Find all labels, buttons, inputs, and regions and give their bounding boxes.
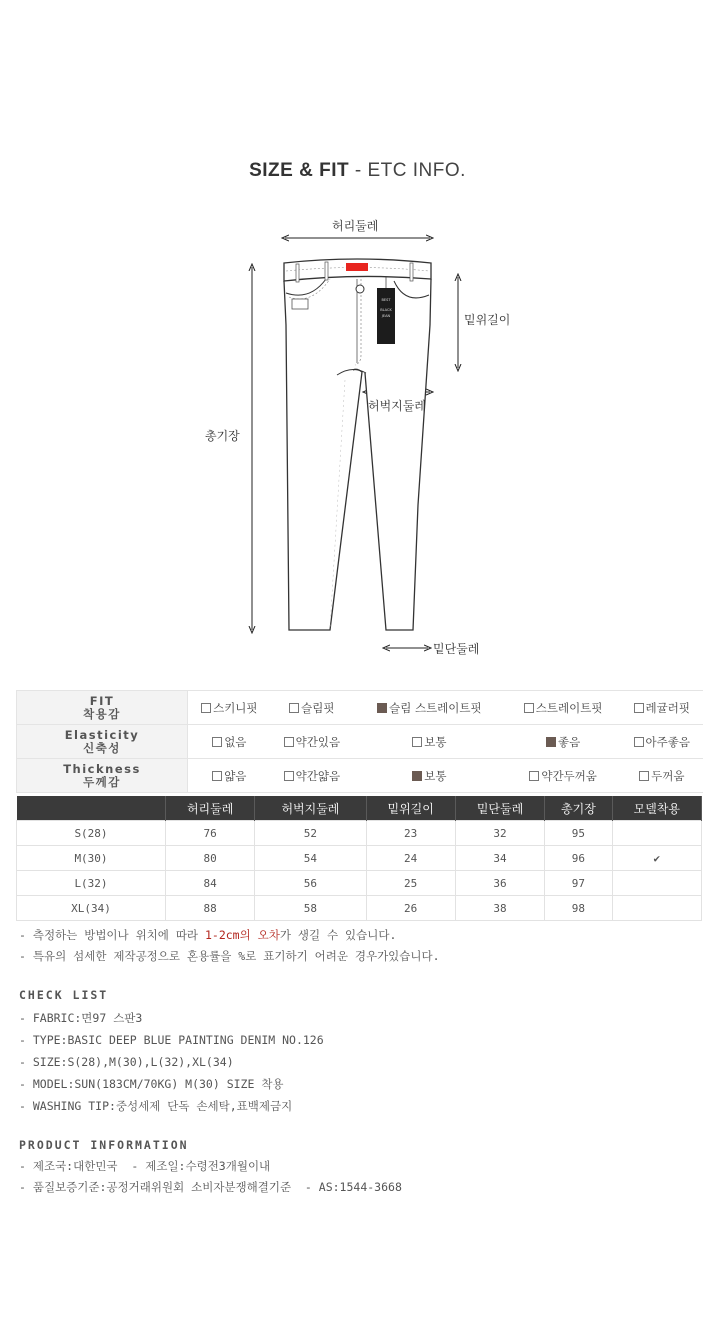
fit-option [271,691,353,725]
note-line-1 [19,925,440,946]
size-header-cell: 모델착용 [612,796,701,821]
check-list-item: - FABRIC:면97 스판3 [19,1011,143,1025]
size-cell: 98 [545,896,612,921]
size-cell: 24 [366,846,455,871]
product-information [19,1135,402,1198]
fit-option [506,691,621,725]
empty-box-icon [284,771,294,781]
empty-box-icon [201,703,211,713]
checked-box-icon [377,703,387,713]
empty-box-icon [634,703,644,713]
fit-row-label [17,691,188,725]
pants-illustration [0,205,715,665]
fit-option-label: 두꺼움 [651,768,685,783]
size-cell: 88 [166,896,255,921]
size-cell [612,896,701,921]
check-list [19,985,324,1117]
fit-option [188,725,271,759]
size-header-cell: 총기장 [545,796,612,821]
fit-option [506,725,621,759]
size-cell: 23 [366,821,455,846]
label-waist: 허리둘레 [332,219,379,233]
empty-box-icon [634,737,644,747]
title-bold: SIZE & FIT [249,160,350,181]
check-list-title: CHECK LIST [19,988,109,1002]
label-hem: 밑단둘레 [433,642,480,656]
table-row [17,871,702,896]
empty-box-icon [412,737,422,747]
fit-label-ko: 두께감 [83,774,121,789]
size-cell: 84 [166,871,255,896]
fit-option-label: 약간두꺼움 [541,768,597,783]
tag-line2: BLACK [380,308,392,312]
title-sub: ETC INFO. [367,160,466,181]
check-list-item: - SIZE:S(28),M(30),L(32),XL(34) [19,1055,234,1069]
note-line-2: - 특유의 섬세한 제작공정으로 혼용률을 %로 표기하기 어려운 경우가있습니다. [19,949,440,963]
size-cell: L(32) [17,871,166,896]
size-cell: 25 [366,871,455,896]
fit-label-en: Thickness [63,761,141,776]
table-row [17,846,702,871]
size-cell: 26 [366,896,455,921]
fit-option-label: 없음 [224,734,247,749]
fit-option-label: 보통 [424,768,447,783]
fit-option-label: 슬림핏 [301,700,335,715]
size-cell: 38 [455,896,544,921]
empty-box-icon [284,737,294,747]
fit-row-label [17,725,188,759]
fit-label-en: Elasticity [64,727,140,742]
size-cell: 32 [455,821,544,846]
fit-option [271,725,353,759]
size-cell: 58 [255,896,366,921]
fit-option [621,725,703,759]
fit-option [188,691,271,725]
section-title [0,160,715,182]
empty-box-icon [212,771,222,781]
fit-option-label: 아주좋음 [645,734,690,749]
fit-option-label: 슬림 스트레이트핏 [389,700,482,715]
check-list-item: - TYPE:BASIC DEEP BLUE PAINTING DENIM NO.126 [19,1033,324,1047]
fit-option-label: 약간얇음 [295,768,341,783]
product-info-title: PRODUCT INFORMATION [19,1138,189,1152]
fit-option-label: 스트레이트핏 [535,700,603,715]
empty-box-icon [289,703,299,713]
size-cell [612,821,701,846]
fit-option [353,759,506,793]
size-header-cell: 밑단둘레 [455,796,544,821]
size-cell: XL(34) [17,896,166,921]
table-row [17,821,702,846]
checked-box-icon [546,737,556,747]
fit-label-ko: 신축성 [83,740,121,755]
fit-option [506,759,621,793]
label-thigh: 허벅지둘레 [368,399,426,413]
model-check-icon: ✔ [612,846,701,871]
fit-table [16,690,703,793]
tag-line1: BEST [381,298,391,302]
table-row [17,896,702,921]
size-cell: 52 [255,821,366,846]
check-list-item: - WASHING TIP:중성세제 단독 손세탁,표백제금지 [19,1099,293,1113]
note-1-pre: - 측정하는 방법이나 위치에 따라 [19,928,205,942]
size-header-cell: 허리둘레 [166,796,255,821]
fit-option-label: 좋음 [558,734,581,749]
empty-box-icon [524,703,534,713]
fit-option [353,725,506,759]
fit-row [17,691,704,725]
size-cell: 97 [545,871,612,896]
fit-row [17,759,704,793]
size-cell: 76 [166,821,255,846]
fit-label-ko: 착용감 [83,706,121,721]
fit-option-label: 얇음 [224,768,247,783]
size-cell: 95 [545,821,612,846]
fit-row [17,725,704,759]
size-header-cell: 허벅지둘레 [255,796,366,821]
title-dash: - [349,160,368,181]
tag-line3: JEAN [381,314,391,318]
size-table [16,796,702,921]
size-cell: 80 [166,846,255,871]
measure-notes [19,925,440,967]
empty-box-icon [212,737,222,747]
size-cell: 54 [255,846,366,871]
size-cell: 34 [455,846,544,871]
fit-option [621,691,703,725]
size-cell: 36 [455,871,544,896]
check-list-item: - MODEL:SUN(183CM/70KG) M(30) SIZE 착용 [19,1077,284,1091]
size-cell [612,871,701,896]
note-1-post: 가 생길 수 있습니다. [279,928,397,942]
fit-label-en: FIT [89,693,115,708]
product-info-item: - 제조국:대한민국 - 제조일:수령전3개월이내 [19,1159,271,1173]
fit-option-label: 보통 [424,734,447,749]
size-header-cell [17,796,166,821]
fit-option-label: 약간있음 [295,734,341,749]
fit-option [271,759,353,793]
size-cell: M(30) [17,846,166,871]
size-header-cell: 밑위길이 [366,796,455,821]
fit-option-label: 레귤러핏 [645,700,690,715]
note-1-red: 1-2cm의 오차 [204,928,280,942]
label-length: 총기장 [205,429,240,443]
pants-diagram [0,205,715,669]
size-cell: 96 [545,846,612,871]
empty-box-icon [529,771,539,781]
size-cell: S(28) [17,821,166,846]
fit-option [353,691,506,725]
fit-option [621,759,703,793]
size-cell: 56 [255,871,366,896]
fit-option-label: 스키니핏 [213,700,258,715]
label-rise: 밑위길이 [464,313,511,327]
red-tag [346,263,368,271]
fit-row-label [17,759,188,793]
empty-box-icon [639,771,649,781]
checked-box-icon [412,771,422,781]
product-info-item: - 품질보증기준:공정거래위원회 소비자분쟁해결기준 - AS:1544-3668 [19,1180,402,1194]
fit-option [188,759,271,793]
